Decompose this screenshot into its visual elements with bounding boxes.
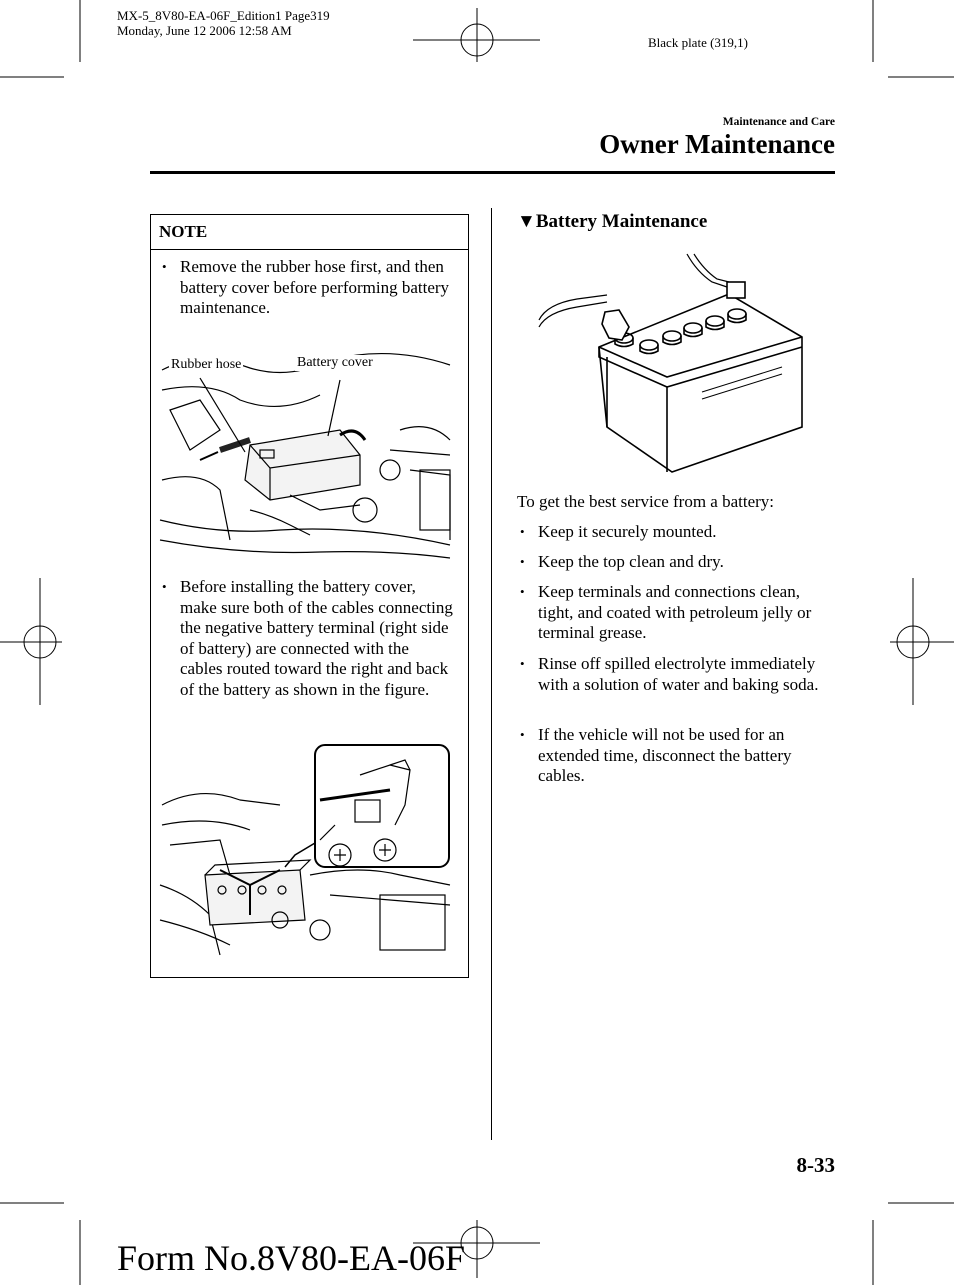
engine-bay-figure-cable-routing <box>160 745 460 960</box>
header-rule <box>150 171 835 174</box>
form-number: Form No.8V80-EA-06F <box>117 1238 465 1278</box>
battery-illustration <box>537 252 812 477</box>
note-bullet-text: Remove the rubber hose first, and then battery cover before performing battery maintenance. <box>180 257 450 318</box>
print-meta-line1: MX-5_8V80-EA-06F_Edition1 Page319 <box>117 8 330 23</box>
heading-triangle-marker: ▼ <box>517 211 536 232</box>
section-title: Maintenance and Care <box>722 116 835 128</box>
battery-bullet-text: Keep the top clean and dry. <box>538 552 724 571</box>
bullet-dot: • <box>520 727 525 742</box>
bullet-dot: • <box>520 524 525 539</box>
page-number: 8-33 <box>796 1153 835 1177</box>
bullet-dot: • <box>520 554 525 569</box>
label-rubber-hose: Rubber hose <box>171 357 242 372</box>
battery-bullet-text: Rinse off spilled electrolyte immediately with a solution of water and baking soda. <box>538 654 819 694</box>
battery-bullet-text: If the vehicle will not be used for an extended time, disconnect the battery cables. <box>538 725 792 786</box>
column-divider <box>491 208 492 1140</box>
battery-bullet-text: Keep it securely mounted. <box>538 522 717 541</box>
bullet-dot: • <box>162 259 167 274</box>
battery-maintenance-title: Battery Maintenance <box>535 211 708 232</box>
bullet-dot: • <box>520 656 525 671</box>
note-box <box>150 214 469 978</box>
label-battery-cover: Battery cover <box>297 355 373 370</box>
note-header <box>151 215 468 250</box>
battery-bullet-text: Keep terminals and connections clean, tight, and coated with petroleum jelly or terminal grease. <box>538 582 812 643</box>
bullet-dot: • <box>162 579 167 594</box>
print-meta-line2: Monday, June 12 2006 12:58 AM <box>117 23 292 38</box>
engine-bay-figure-battery-cover <box>160 340 460 560</box>
bullet-dot: • <box>520 584 525 599</box>
note-bullet-text: Before installing the battery cover, make sure both of the cables connecting the negative battery terminal (right side of battery) are connected with the cables routed toward the right and back of the battery as shown in the figure. <box>180 577 453 699</box>
battery-maintenance-heading <box>517 211 707 233</box>
page-title: Owner Maintenance <box>599 129 835 159</box>
print-metadata <box>117 8 330 38</box>
battery-intro: To get the best service from a battery: <box>517 492 775 511</box>
plate-label: Black plate (319,1) <box>648 35 748 50</box>
note-heading: NOTE <box>159 222 208 241</box>
